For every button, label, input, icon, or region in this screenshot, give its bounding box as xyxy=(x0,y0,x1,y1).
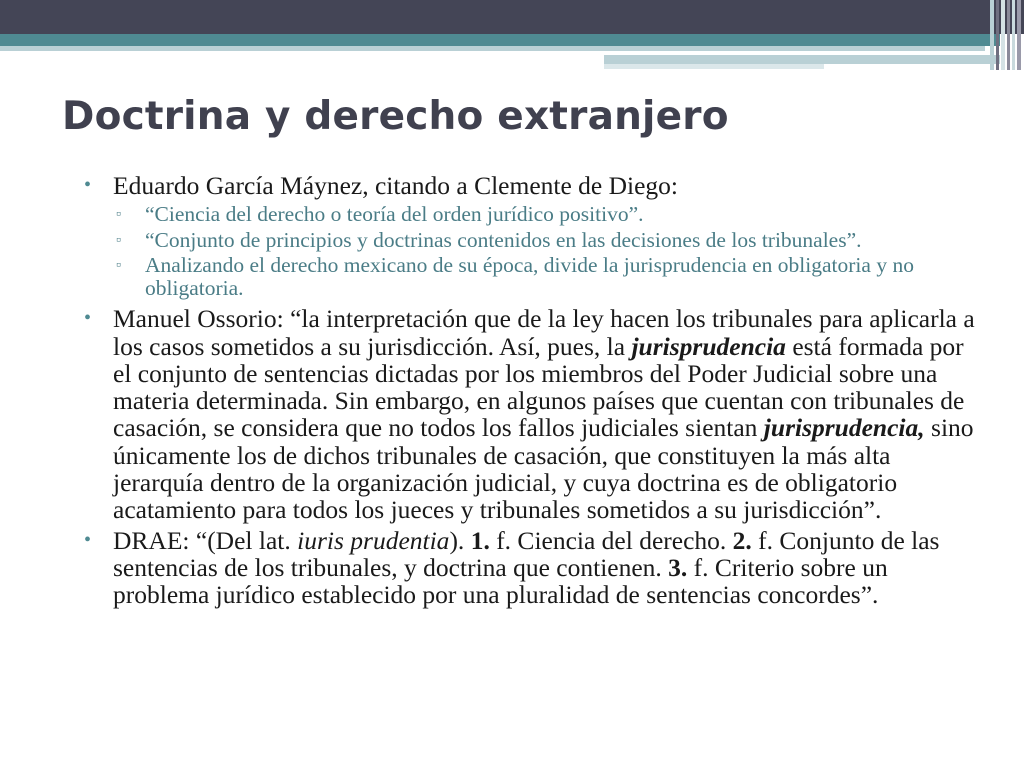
bullet-garcia-text: Eduardo García Máynez, citando a Clemente de Diego: xyxy=(113,171,679,200)
drae-text-4: f. Conjunto de las sentencias de los tribunales, y doctrina que contienen. xyxy=(113,525,940,582)
ossorio-emphasis-1: jurisprudencia xyxy=(631,331,786,361)
drae-latin: iuris prudentia xyxy=(297,525,450,555)
ossorio-emphasis-2: jurisprudencia, xyxy=(763,413,925,443)
slide-content xyxy=(84,172,984,612)
top-bar-light-segment xyxy=(604,55,1000,64)
sub-bullet-ciencia xyxy=(116,203,984,226)
drae-text-3: f. Ciencia del derecho. xyxy=(489,525,733,555)
sub-bullet-ciencia-text: “Ciencia del derecho o teoría del orden jurídico positivo”. xyxy=(145,202,644,227)
drae-number-1: 1. xyxy=(470,525,490,555)
slide-title: Doctrina y derecho extranjero xyxy=(62,94,729,139)
drae-text-1: DRAE: “(Del lat. xyxy=(113,525,298,555)
bullet-drae xyxy=(84,527,984,609)
drae-number-2: 2. xyxy=(732,525,752,555)
sub-bullet-conjunto xyxy=(116,229,984,252)
ossorio-text-1: Manuel Ossorio: “la interpretación que de la ley hacen los tribunales para aplicarla a los casos sometidos a su jurisdicción. Así, pues, la xyxy=(113,304,975,361)
bullet-garcia xyxy=(84,172,984,199)
sub-bullet-analizando-text: Analizando el derecho mexicano de su época, divide la jurisprudencia en obligatoria y no obligatoria. xyxy=(145,253,914,300)
sub-bullet-icon: ▫ xyxy=(116,232,121,248)
bullet-icon: • xyxy=(84,307,92,330)
top-bar-teal xyxy=(0,34,1000,46)
sub-bullet-icon: ▫ xyxy=(116,207,121,223)
bullet-icon: • xyxy=(84,528,92,551)
sub-bullet-analizando xyxy=(116,254,984,299)
top-bar-light-segment-small xyxy=(604,64,824,69)
sub-bullet-icon: ▫ xyxy=(116,258,121,274)
sub-bullet-list xyxy=(84,203,984,299)
bullet-icon: • xyxy=(84,174,92,196)
ossorio-text-3: sino únicamente los de dichos tribunales de casación, que constituyen la más alta jerarquía dentro de la organización judicial, y cuya doctrina es de obligatorio acatamiento para todos los jueces y tribunales sometidos a su jurisdicción”. xyxy=(113,413,974,525)
top-bar-dark xyxy=(0,0,1024,34)
ossorio-text-2: está formada por el conjunto de sentencias dictadas por los miembros del Poder Judicial sobre una materia determinada. Sin embargo, en algunos países que cuentan con tribunales de casación, se considera que no todos los fallos judiciales sientan xyxy=(113,331,965,443)
right-stripes xyxy=(990,0,1024,70)
drae-number-3: 3. xyxy=(668,552,688,582)
bullet-ossorio xyxy=(84,305,984,523)
sub-bullet-conjunto-text: “Conjunto de principios y doctrinas contenidos en las decisiones de los tribunales”. xyxy=(145,227,862,252)
drae-text-2: ). xyxy=(449,525,471,555)
drae-text-5: f. Criterio sobre un problema jurídico establecido por una pluralidad de sentencias concordes”. xyxy=(113,552,888,610)
